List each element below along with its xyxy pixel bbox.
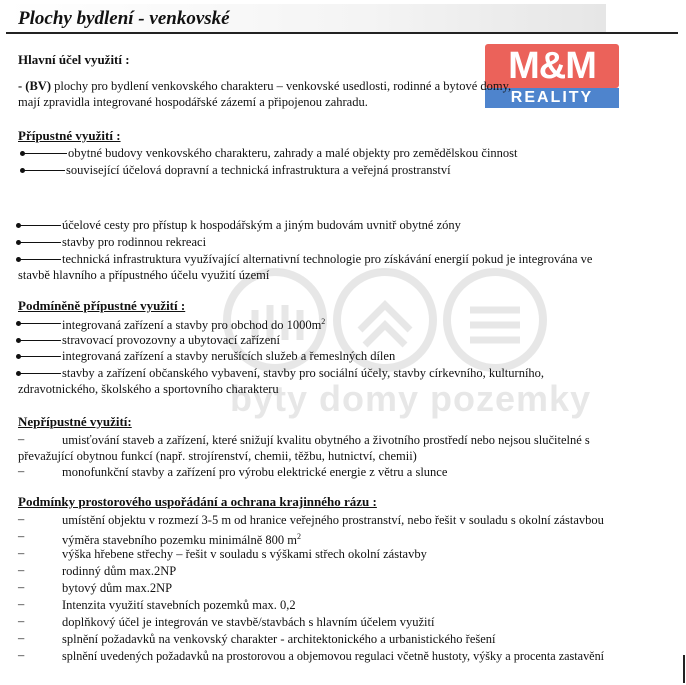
prohibited-heading: Nepřípustné využití: xyxy=(18,414,132,429)
spatial-item: Intenzita využití stavebních pozemků max. 0,2 xyxy=(62,598,296,612)
main-purpose-line1: plochy pro bydlení venkovského charakteru – venkovské usedlosti, rodinné a bytové domy, xyxy=(50,79,512,93)
prohibited-item: monofunkční stavby a zařízení pro výrobu elektrické energie z větru a slunce xyxy=(62,465,448,479)
dash-marker: – xyxy=(18,546,25,560)
title-bar xyxy=(6,4,678,34)
spatial-item: splnění požadavků na venkovský charakter - architektonického a urbanistického řešení xyxy=(62,632,496,646)
permitted-item: související účelová dopravní a technická infrastruktura a veřejná prostranství xyxy=(66,163,451,177)
dash-marker: – xyxy=(18,614,25,628)
dash-marker: – xyxy=(18,512,25,526)
dash-marker: – xyxy=(18,563,25,577)
bullet-line xyxy=(17,259,61,260)
bullet-line xyxy=(17,340,61,341)
main-purpose-text xyxy=(18,78,658,94)
conditional-item: stavby a zařízení občanského vybavení, stavby pro sociální účely, stavby církevního, kulturního, xyxy=(62,366,545,380)
conditional-item-cont: zdravotnického, školského a sportovního charakteru xyxy=(18,382,279,396)
page-edge-divider xyxy=(683,655,685,683)
spatial-item-text: výměra stavebního pozemku minimálně 800 m xyxy=(62,533,298,548)
main-purpose-code: - (BV) xyxy=(18,79,51,93)
main-purpose-line2: mají zpravidla integrované hospodářské zázemí a připojenou zahradu. xyxy=(18,95,368,109)
spatial-item: výška hřebene střechy – řešit v souladu s výškami střech okolní zástavby xyxy=(62,547,427,561)
conditional-item: stravovací provozovny a ubytovací zařízení xyxy=(62,333,280,347)
conditional-item: integrovaná zařízení a stavby nerušících služeb a řemeslných dílen xyxy=(62,349,396,363)
permitted-item: obytné budovy venkovského charakteru, zahrady a malé objekty pro zemědělskou činnost xyxy=(68,146,518,160)
spatial-item: rodinný dům max.2NP xyxy=(62,564,177,578)
dash-marker: – xyxy=(18,464,25,478)
bullet-line xyxy=(17,225,61,226)
spatial-item: splnění uvedených požadavků na prostorovou a objemovou regulaci včetně hustoty, výšky a procenta zastavění xyxy=(62,649,605,663)
logo-sub-text: REALITY xyxy=(510,89,594,106)
bullet-line xyxy=(21,153,67,154)
conditional-item-text: integrovaná zařízení a stavby pro obchod do 1000m xyxy=(62,318,322,333)
superscript: 2 xyxy=(297,532,302,541)
prohibited-item: umisťování staveb a zařízení, které snižují kvalitu obytného a životního prostředí nebo nejsou slučitelné s xyxy=(62,433,590,447)
prohibited-item-cont: převažující obytnou funkcí (např. strojírenství, chemii, těžbu, hutnictví, chemii) xyxy=(18,449,417,463)
conditional-heading: Podmíněně přípustné využití : xyxy=(18,298,186,313)
bullet-line xyxy=(21,170,65,171)
dash-marker: – xyxy=(18,529,25,543)
spatial-heading: Podmínky prostorového uspořádání a ochrana krajinného rázu : xyxy=(18,494,377,509)
bullet-line xyxy=(17,242,61,243)
permitted-heading: Přípustné využití : xyxy=(18,128,121,143)
dash-marker: – xyxy=(18,432,25,446)
conditional-item xyxy=(62,314,325,333)
dash-marker: – xyxy=(18,580,25,594)
spatial-item: bytový dům max.2NP xyxy=(62,581,173,595)
dash-marker: – xyxy=(18,648,25,662)
spatial-item: umístění objektu v rozmezí 3-5 m od hranice veřejného prostranství, nebo řešit v souladu s okolní zástavbou xyxy=(62,513,604,527)
permitted-item: účelové cesty pro přístup k hospodářským a jiným budovám uvnitř obytné zóny xyxy=(62,218,461,232)
spatial-item: doplňkový účel je integrován ve stavbě/stavbách s hlavním účelem využití xyxy=(62,615,435,629)
dash-marker: – xyxy=(18,597,25,611)
watermark-text: byty domy pozemky xyxy=(230,378,592,419)
page-title: Plochy bydlení - venkovské xyxy=(18,8,230,29)
logo-brand-text: M&M xyxy=(508,45,596,87)
main-purpose-heading: Hlavní účel využití : xyxy=(18,52,130,67)
permitted-item: technická infrastruktura využívající alternativní technologie pro získávání energií pokud je integrována ve xyxy=(62,252,593,266)
superscript: 2 xyxy=(321,317,326,326)
permitted-item-cont: stavbě hlavního a přípustného účelu využití území xyxy=(18,268,270,282)
dash-marker: – xyxy=(18,631,25,645)
bullet-line xyxy=(17,373,61,374)
bullet-line xyxy=(17,323,61,324)
permitted-item: stavby pro rodinnou rekreaci xyxy=(62,235,207,249)
bullet-line xyxy=(17,356,61,357)
